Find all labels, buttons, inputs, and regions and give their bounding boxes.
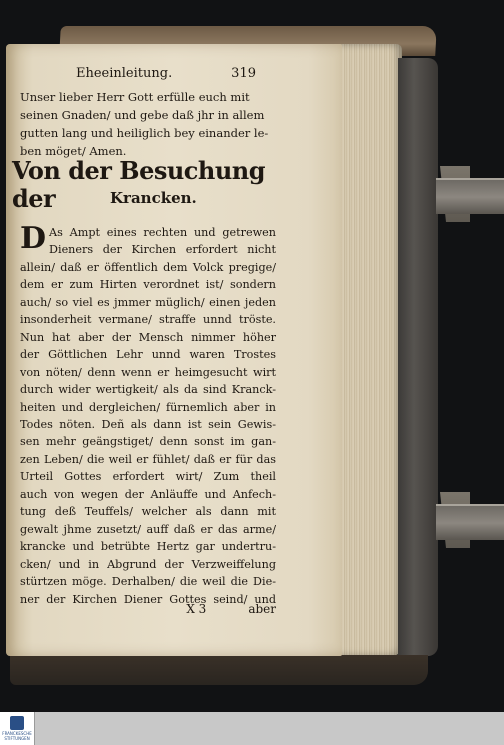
- book-page: [6, 44, 342, 656]
- section-title: Von der Besuchung der: [12, 156, 266, 213]
- body-line: der Göttlichen Lehr unnd waren Trostes: [20, 348, 276, 362]
- body-line: As Ampt eines rechten und getrewen: [49, 226, 276, 239]
- page-footer: [20, 602, 276, 616]
- body-line: gewalt jhme zusetzt/ auff daß er das arme/: [20, 522, 276, 536]
- viewer-footer-bar: [0, 712, 504, 745]
- clasp-lower: [436, 504, 504, 540]
- signature-mark: X 3: [186, 602, 207, 616]
- running-head-title: Eheeinleitung.: [76, 66, 173, 81]
- body-text: [20, 221, 276, 608]
- intro-line: Unser lieber Herr Gott erfülle euch mit: [20, 90, 250, 104]
- body-line: sen mehr geängstiget/ denn sonst im gan-: [20, 435, 276, 449]
- drop-capital: D: [20, 221, 47, 256]
- body-line: krancke und betrübte Hertz gar undertru-: [20, 540, 276, 554]
- body-line: cken/ und in Abgrund der Verzweiffelung: [20, 557, 276, 571]
- body-line: auch/ so viel es jmmer müglich/ einen jeden: [20, 295, 276, 309]
- body-line: zen Leben/ die weil er fühlet/ daß er für das: [20, 452, 276, 466]
- intro-line: seinen Gnaden/ und gebe daß jhr in allem: [20, 108, 265, 122]
- body-line: allein/ daß er öffentlich dem Volck pregige/: [20, 260, 276, 274]
- page-number: 319: [231, 66, 256, 81]
- body-line: Urteil Gottes erfordert wirt/ Zum theil: [20, 470, 276, 484]
- body-line: durch wider wertigkeit/ als da sind Kranck-: [20, 383, 276, 397]
- body-line: dem er zum Hirten verordnet ist/ sondern: [20, 278, 276, 292]
- intro-line: gutten lang und heiliglich bey einander le-: [20, 126, 269, 140]
- body-line: tung deß Teuffels/ welcher als dann mit: [20, 505, 276, 519]
- intro-paragraph: [20, 88, 276, 160]
- body-line: heiten und dergleichen/ fürnemlich aber in: [20, 400, 276, 414]
- catchword: aber: [248, 602, 276, 616]
- body-line: ner der Kirchen Diener Gottes seind/ und: [20, 592, 276, 606]
- intro-line: ben möget/ Amen.: [20, 144, 127, 158]
- book-fore-edge-cover: [398, 58, 438, 656]
- body-line: von nöten/ denn wenn er heimgesucht wirt: [20, 365, 276, 379]
- book-cover-bottom: [10, 655, 428, 685]
- body-line: Dieners der Kirchen erfordert nicht: [49, 243, 276, 257]
- running-head: [20, 66, 256, 86]
- clasp-upper: [436, 178, 504, 214]
- body-line: Todes nöten. Deñ als dann ist sein Gewis-: [20, 417, 276, 431]
- institution-logo[interactable]: [0, 712, 35, 745]
- body-line: insonderheit vermane/ straffe unnd tröste.: [20, 313, 276, 327]
- section-subtitle: Krancken.: [110, 189, 197, 207]
- body-line: Nun hat aber der Mensch nimmer höher: [20, 330, 276, 344]
- logo-text: FRANCKESCHE STIFTUNGEN: [2, 731, 32, 741]
- logo-icon: [10, 716, 24, 730]
- body-line: stürtzen möge. Derhalben/ die weil die Die-: [20, 575, 276, 589]
- body-line: auch von wegen der Anläuffe und Anfech-: [20, 487, 276, 501]
